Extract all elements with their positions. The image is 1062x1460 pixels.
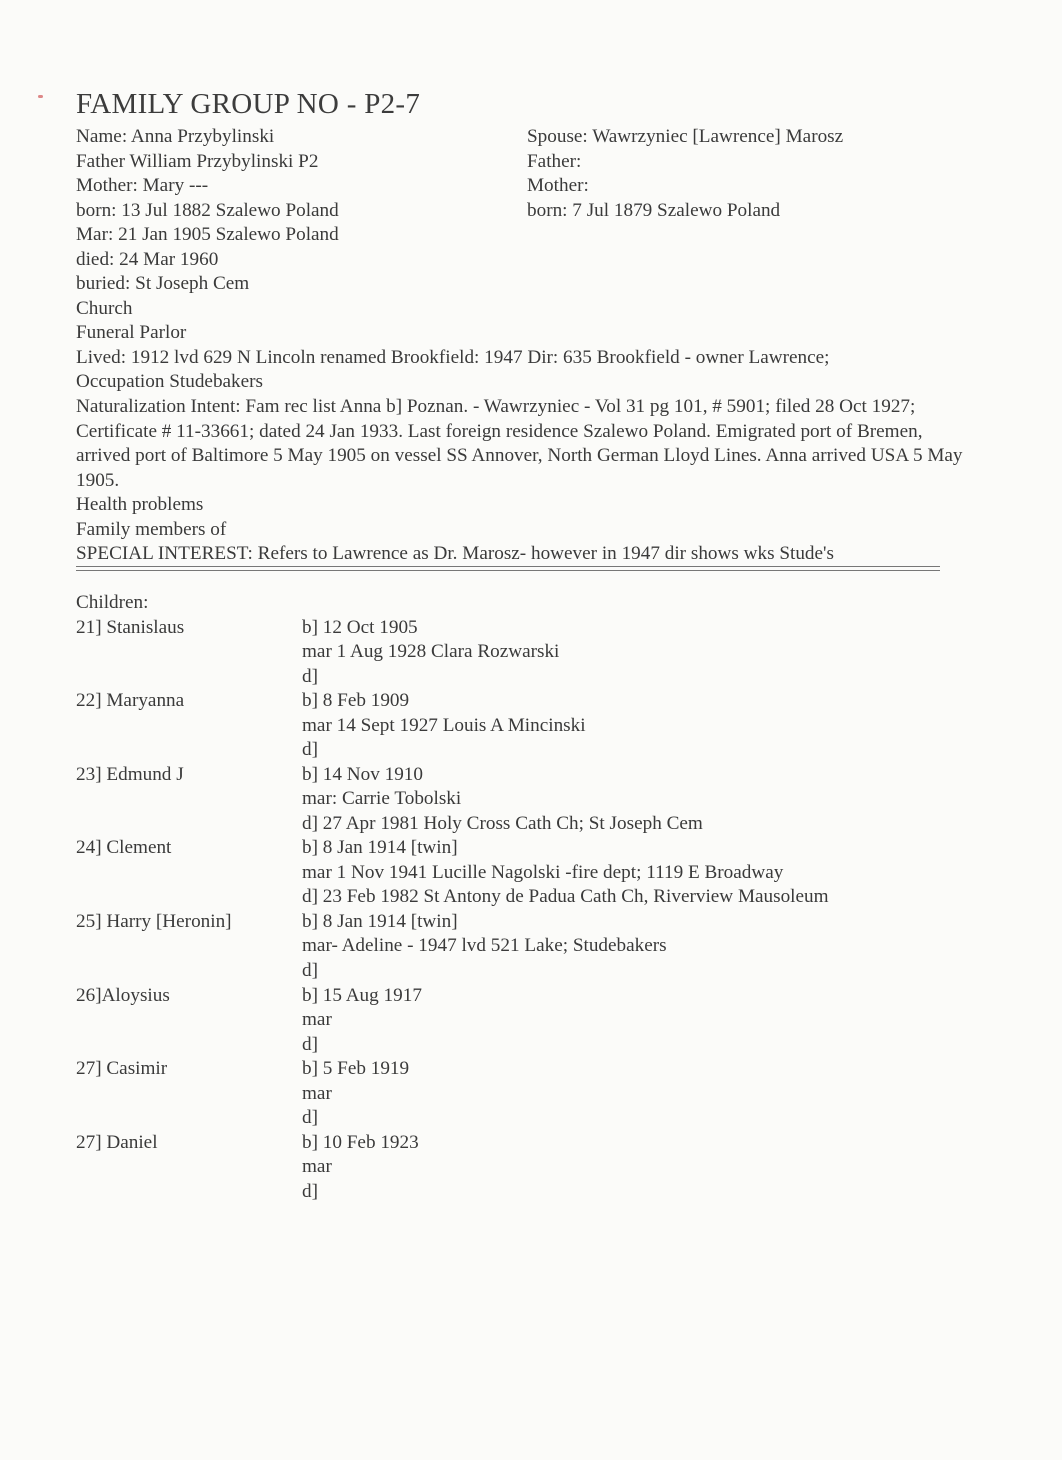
church-field: Church — [76, 298, 133, 319]
child-born: b] 8 Feb 1909 — [302, 690, 410, 711]
child-name: 21] Stanislaus — [76, 617, 185, 638]
child-died: d] — [302, 739, 318, 760]
spouse-mother-field: Mother: — [527, 175, 589, 196]
name-field: Name: Anna Przybylinski — [76, 126, 275, 147]
special-interest-field: SPECIAL INTEREST: Refers to Lawrence as Dr. Marosz- however in 1947 dir shows wks Stude's — [76, 543, 834, 564]
naturalization-paragraph: Naturalization Intent: Fam rec list Anna b] Poznan. - Wawrzyniec - Vol 31 pg 101, # 5901; filed 28 Oct 1927; Certificate # 11-33661; dated 24 Jan 1933. Last foreign residence Szalewo Poland. Emigrated port of Bremen, arrived port of Baltimore 5 May 1905 on vessel SS Annover, North German Lloyd Lines. Anna arrived USA 5 May 1905. — [76, 396, 963, 491]
child-name: 23] Edmund J — [76, 764, 184, 785]
child-died: d] — [302, 666, 318, 687]
child-died: d] 23 Feb 1982 St Antony de Padua Cath Ch, Riverview Mausoleum — [302, 886, 829, 907]
child-married: mar 14 Sept 1927 Louis A Mincinski — [302, 715, 586, 736]
page-title: FAMILY GROUP NO - P2-7 — [76, 88, 421, 120]
funeral-parlor-field: Funeral Parlor — [76, 322, 187, 343]
children-heading: Children: — [76, 592, 149, 613]
child-born: b] 12 Oct 1905 — [302, 617, 418, 638]
occupation-field: Occupation Studebakers — [76, 371, 264, 392]
born-field: born: 13 Jul 1882 Szalewo Poland — [76, 200, 339, 221]
spouse-born-field: born: 7 Jul 1879 Szalewo Poland — [527, 200, 781, 221]
spouse-field: Spouse: Wawrzyniec [Lawrence] Marosz — [527, 126, 844, 147]
child-born: b] 8 Jan 1914 [twin] — [302, 837, 458, 858]
family-members-field: Family members of — [76, 519, 227, 540]
child-married: mar 1 Nov 1941 Lucille Nagolski -fire dept; 1119 E Broadway — [302, 862, 784, 883]
spouse-father-field: Father: — [527, 151, 582, 172]
died-field: died: 24 Mar 1960 — [76, 249, 219, 270]
child-married: mar — [302, 1156, 332, 1177]
health-problems-field: Health problems — [76, 494, 204, 515]
child-name: 22] Maryanna — [76, 690, 185, 711]
child-name: 24] Clement — [76, 837, 172, 858]
child-name: 25] Harry [Heronin] — [76, 911, 232, 932]
buried-field: buried: St Joseph Cem — [76, 273, 250, 294]
child-name: 27] Casimir — [76, 1058, 168, 1079]
paper-speck — [38, 95, 43, 98]
child-name: 26]Aloysius — [76, 985, 170, 1006]
child-died: d] — [302, 1034, 318, 1055]
child-died: d] 27 Apr 1981 Holy Cross Cath Ch; St Joseph Cem — [302, 813, 703, 834]
mother-field: Mother: Mary --- — [76, 175, 209, 196]
child-born: b] 14 Nov 1910 — [302, 764, 423, 785]
double-rule-divider — [76, 566, 940, 571]
child-married: mar- Adeline - 1947 lvd 521 Lake; Studebakers — [302, 935, 667, 956]
father-field: Father William Przybylinski P2 — [76, 151, 319, 172]
child-died: d] — [302, 960, 318, 981]
child-died: d] — [302, 1107, 318, 1128]
child-died: d] — [302, 1181, 318, 1202]
lived-field: Lived: 1912 lvd 629 N Lincoln renamed Brookfield: 1947 Dir: 635 Brookfield - owner Lawrence; — [76, 347, 830, 368]
child-born: b] 10 Feb 1923 — [302, 1132, 419, 1153]
child-name: 27] Daniel — [76, 1132, 158, 1153]
child-married: mar — [302, 1083, 332, 1104]
child-born: b] 8 Jan 1914 [twin] — [302, 911, 458, 932]
child-married: mar: Carrie Tobolski — [302, 788, 462, 809]
child-born: b] 5 Feb 1919 — [302, 1058, 410, 1079]
married-field: Mar: 21 Jan 1905 Szalewo Poland — [76, 224, 339, 245]
child-married: mar — [302, 1009, 332, 1030]
child-born: b] 15 Aug 1917 — [302, 985, 422, 1006]
child-married: mar 1 Aug 1928 Clara Rozwarski — [302, 641, 560, 662]
